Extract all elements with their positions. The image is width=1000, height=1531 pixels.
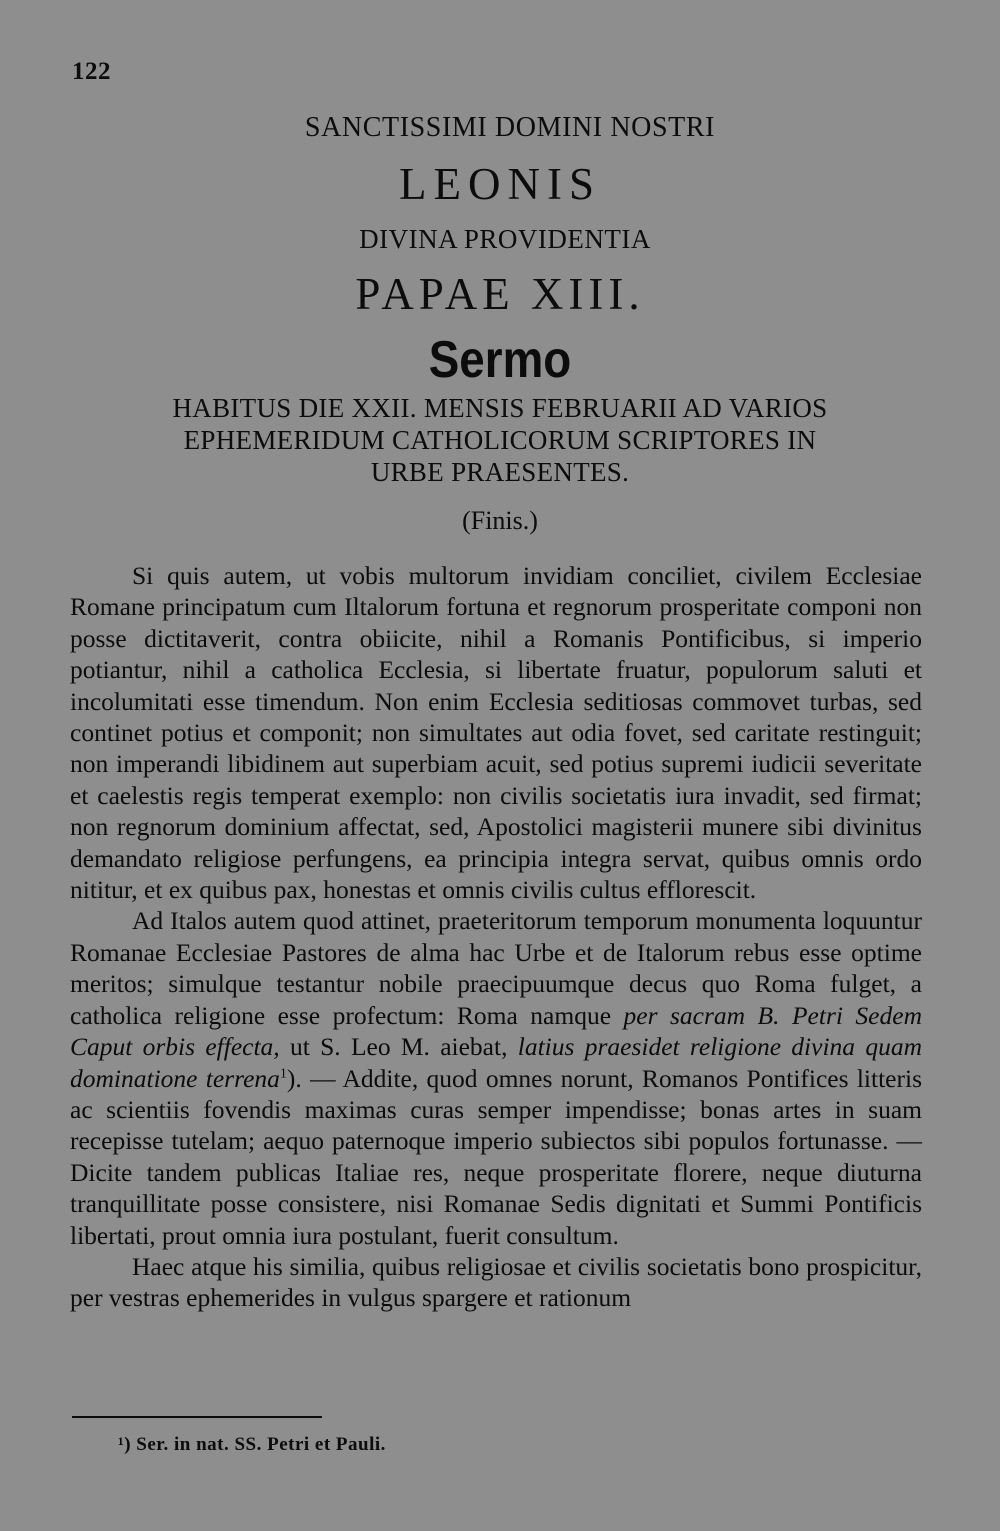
heading-line-divina-providentia: DIVINA PROVIDENTIA <box>359 224 651 254</box>
heading-subtitle <box>0 392 1000 488</box>
page-number: 122 <box>72 58 111 85</box>
paragraph-2-italic-2: latius praesidet religione divina quam dominatione terrena <box>70 1032 922 1093</box>
paragraph-2-part-a: Ad Italos autem quod attinet, praeteritorum temporum monumenta loquuntur Romanae Ecclesiae Pastores de alma hac Urbe et de Italorum rebus esse optime meritos; simulque testantur nobile praecipuumque decus quo Roma fulget, a catholica religione esse profectum: Roma namque <box>70 906 922 1030</box>
heading-sermo: Sermo <box>428 331 572 389</box>
heading-line-papae: PAPAE XIII. <box>355 269 645 319</box>
footnote-divider <box>72 1416 322 1418</box>
subtitle-line-2: EPHEMERIDUM CATHOLICORUM SCRIPTORES IN <box>183 425 817 455</box>
footnote-text: Ser. in nat. SS. Petri et Pauli. <box>136 1434 386 1455</box>
footnote-marker: ¹) <box>118 1434 132 1455</box>
footnote-reference: 1 <box>279 1066 287 1081</box>
heading-line-sanctissimi: SANCTISSIMI DOMINI NOSTRI <box>304 112 716 143</box>
paragraph-2-part-b: ut S. Leo M. aiebat, <box>279 1032 518 1062</box>
body-text <box>70 560 922 1314</box>
heading-line-leonis: LEONIS <box>399 159 601 209</box>
finis-note: (Finis.) <box>462 506 538 535</box>
paragraph-3: Haec atque his similia, quibus religiosae et civilis societatis bono prospicitur, per vestras ephemerides in vulgus spargere et rationum <box>70 1251 922 1313</box>
subtitle-line-1: HABITUS DIE XXII. MENSIS FEBRUARII AD VARIOS <box>172 393 828 423</box>
footnote <box>118 1434 386 1456</box>
paragraph-1: Si quis autem, ut vobis multorum invidiam conciliet, civilem Ecclesiae Romane principatum cum Iltalorum fortuna et regnorum prosperitate componi non posse dictitaverit, contra obiicite, nihil a Romanis Pontificibus, si imperio potiantur, nihil a catholica Ecclesia, si libertate fruatur, populorum saluti et incolumitati esse timendum. Non enim Ecclesia seditiosas commovet turbas, sed continet potius et componit; non simultates aut odia fovet, sed caritate restinguit; non imperandi libidinem aut superbiam acuit, sed potius supremi iudicii severitate et caelestis regis temperat exemplo: non civilis societatis iura invadit, sed firmat; non regnorum dominium affectat, sed, Apostolici magisterii munere sibi divinitus demandato religiose perfungens, ea principia integra servat, quibus omnis ordo nititur, et ex quibus pax, honestas et omnis civilis cultus efflorescit. <box>70 561 922 905</box>
paragraph-2 <box>70 905 922 1250</box>
subtitle-line-3: URBE PRAESENTES. <box>370 457 630 487</box>
paragraph-2-part-c: ). — Addite, quod omnes norunt, Romanos Pontifices litteris ac scientiis fovendis maximas curas semper impendisse; bonas artes in suam recepisse tutelam; aequo paternoque imperio subiectos sibi populos fortunasse. — Dicite tandem publicas Italiae res, neque prosperitate florere, neque diuturna tranquillitate posse consistere, nisi Romanae Sedis dignitati et Summi Pontificis libertati, prout omnia iura postulant, fuerit consultum. <box>70 1063 922 1250</box>
paragraph-2-italic-1: per sacram B. Petri Sedem Caput orbis effecta, <box>70 1000 922 1062</box>
